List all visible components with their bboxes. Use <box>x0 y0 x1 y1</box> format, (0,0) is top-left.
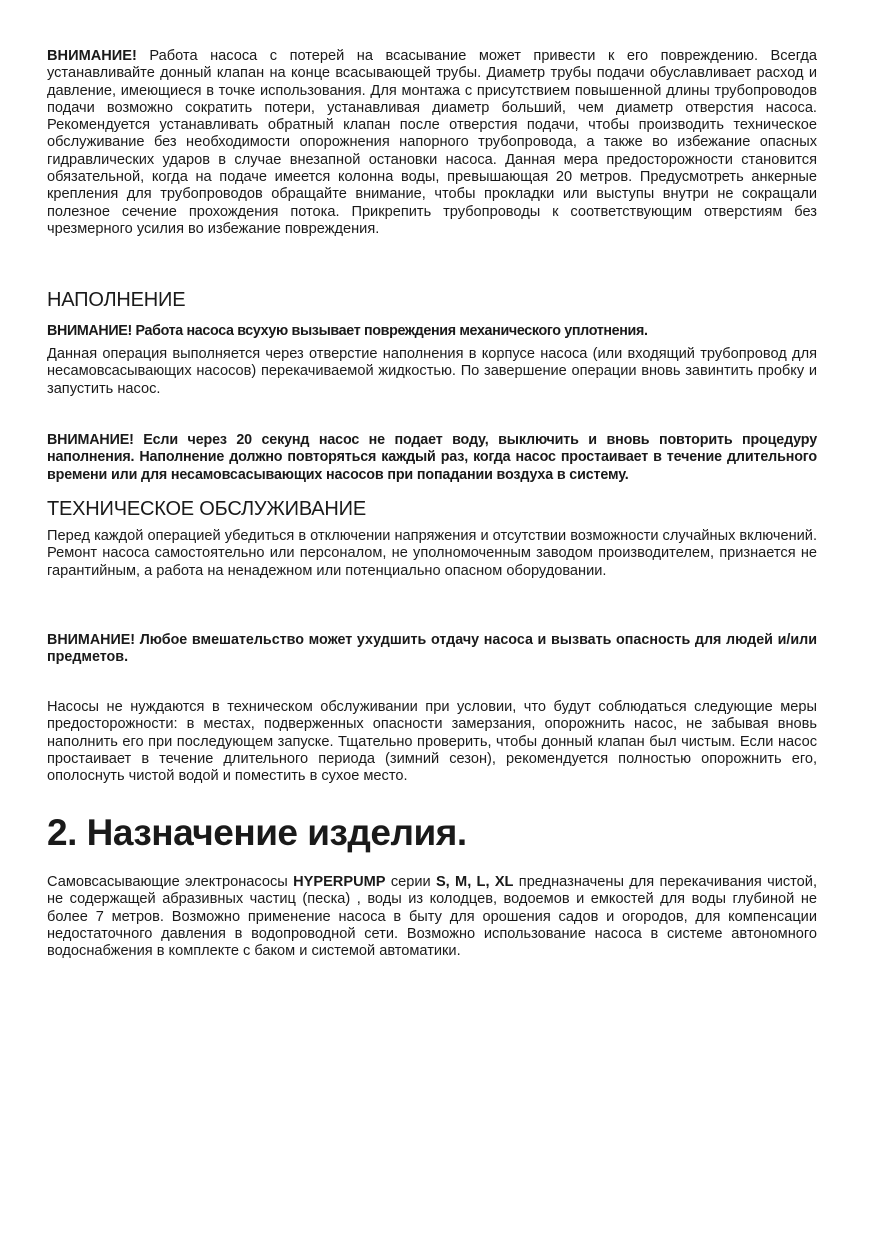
purpose-text-3: предназначены для перекачивания чистой, не содержащей абразивных частиц (песка) , воды из колодцев, водоемов и емкостей для воды глубиной не более 7 метров. Возможно применение насоса в быту для орошения садов и огородов, для компенсации недостаточного давления в водопроводной сети. Возможно использование насоса в системе автономного водоснабжения в комплекте с баком и системой автоматики. <box>47 874 818 960</box>
maintenance-heading: ТЕХНИЧЕСКОЕ ОБСЛУЖИВАНИЕ <box>47 498 366 520</box>
intro-paragraph <box>47 48 817 238</box>
purpose-brand: HYPERPUMP <box>293 874 386 890</box>
purpose-paragraph <box>47 874 817 960</box>
filling-warning-2: ВНИМАНИЕ! Если через 20 секунд насос не подает воду, выключить и вновь повторить процедуру наполнения. Наполнение должно повторяться каждый раз, когда насос простаивает в течение длительного времени или для несамовсасывающих насосов при попадании воздуха в систему. <box>47 432 817 483</box>
filling-heading: НАПОЛНЕНИЕ <box>47 289 186 311</box>
purpose-heading: 2. Назначение изделия. <box>47 812 467 853</box>
maintenance-body-1: Перед каждой операцией убедиться в отключении напряжения и отсутствии возможности случайных включений. Ремонт насоса самостоятельно или персоналом, не уполномоченным заводом производителем, признается не гарантийным, а работа на ненадежном или потенциально опасном оборудовании. <box>47 528 817 579</box>
intro-text: Работа насоса с потерей на всасывание может привести к его повреждению. Всегда устанавливайте донный клапан на конце всасывающей трубы. Диаметр трубы подачи обуславливает расход и давление, имеющиеся в точке использования. Для монтажа с присутствием повышенной длины трубопроводов подачи возможно сократить потери, устанавливая диаметр больший, чем диаметр отверстия насоса. Рекомендуется устанавливать обратный клапан после отверстия подачи, чтобы производить техническое обслуживание без необходимости опорожнения напорного трубопровода, а также во избежание опасных гидравлических ударов в случае внезапной остановки насоса. Данная мера предосторожности становится обязательной, когда на подаче имеется колонна воды, превышающая 20 метров. Предусмотреть анкерные крепления для трубопроводов обращайте внимание, чтобы прокладки или выступы внутри не сокращали полезное сечение прохождения потока. Прикрепить трубопроводы к соответствующим отверстиям без чрезмерного усилия во избежание повреждения. <box>47 48 817 237</box>
maintenance-body-2: Насосы не нуждаются в техническом обслуживании при условии, что будут соблюдаться следующие меры предосторожности: в местах, подверженных опасности замерзания, опорожнить насос, не забывая вновь наполнить его при последующем запуске. Тщательно проверить, чтобы донный клапан был чистым. Если насос простаивает в течение длительного периода (зимний сезон), рекомендуется полностью опорожнить его, ополоснуть чистой водой и поместить в сухое место. <box>47 699 817 785</box>
purpose-text-1: Самовсасывающие электронасосы <box>47 874 294 890</box>
purpose-text-2: серии <box>385 874 436 890</box>
intro-warning-label: ВНИМАНИЕ! <box>47 48 137 64</box>
filling-warning-1: ВНИМАНИЕ! Работа насоса всухую вызывает повреждения механического уплотнения. <box>47 323 648 339</box>
filling-body: Данная операция выполняется через отверстие наполнения в корпусе насоса (или входящий трубопровод для несамовсасывающих насосов) перекачиваемой жидкостью. По завершение операции вновь завинтить пробку и запустить насос. <box>47 346 817 397</box>
maintenance-warning: ВНИМАНИЕ! Любое вмешательство может ухудшить отдачу насоса и вызвать опасность для людей и/или предметов. <box>47 632 817 666</box>
purpose-series: S, M, L, XL <box>435 874 514 890</box>
